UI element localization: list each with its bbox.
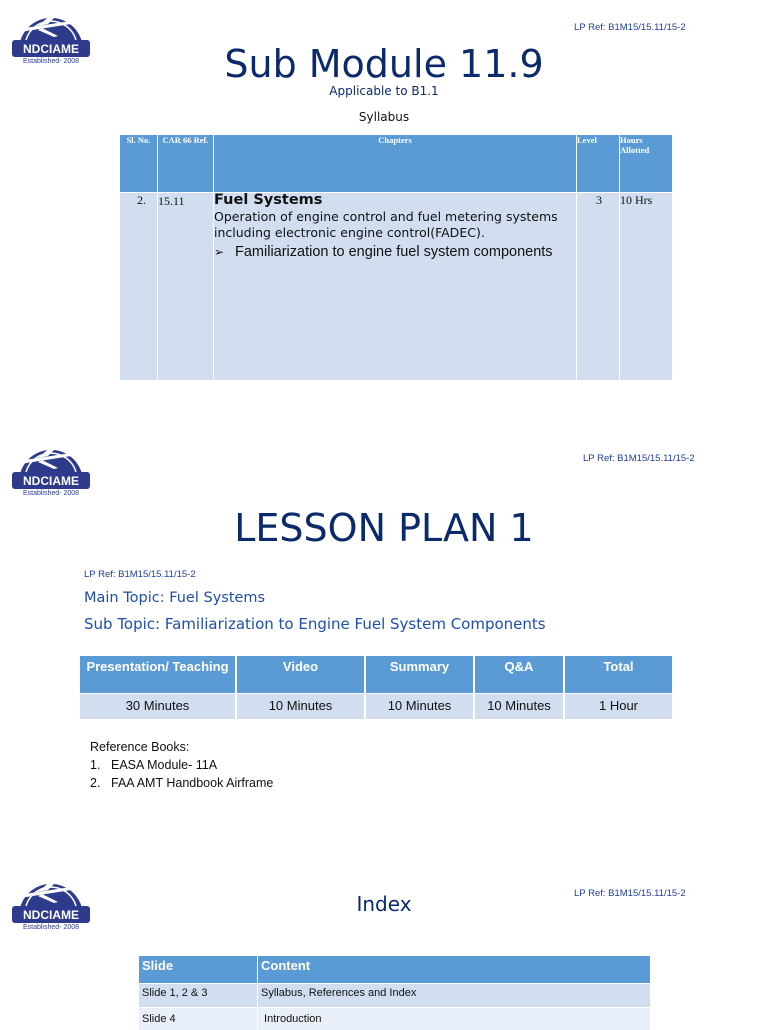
chapter-bullet xyxy=(214,243,574,261)
syllabus-table xyxy=(120,135,672,380)
header-chapters: Chapters xyxy=(378,135,412,145)
airplane-emblem-icon xyxy=(8,434,94,490)
logo-established: Established- 2008 xyxy=(22,490,80,497)
page-title: Sub Module 11.9 xyxy=(224,42,544,86)
logo-established: Established- 2008 xyxy=(22,924,80,931)
header-car-ref: CAR 66 Ref. xyxy=(162,135,209,145)
header-summary: Summary xyxy=(366,656,473,693)
reference-number: 2. xyxy=(90,776,101,790)
arrow-bullet-icon: ➢ xyxy=(214,245,225,259)
syllabus-label: Syllabus xyxy=(358,110,410,124)
cell-content: Introduction xyxy=(258,1008,650,1030)
lesson-table-header xyxy=(80,656,672,693)
cell-level: 3 xyxy=(596,193,602,207)
logo-text: NDCIAME xyxy=(23,908,79,922)
header-total: Total xyxy=(565,656,672,693)
header-level: Level xyxy=(577,135,597,145)
header-hours: Hours Allotted xyxy=(620,135,650,155)
cell-sl-no: 2. xyxy=(137,193,146,207)
main-topic: Main Topic: Fuel Systems xyxy=(84,590,266,606)
lp-ref: LP Ref: B1M15/15.11/15-2 xyxy=(574,22,686,33)
ndciame-logo xyxy=(8,434,94,504)
bullet-text: Familiarization to engine fuel system components xyxy=(235,244,553,260)
reference-item xyxy=(90,774,273,792)
slide-lesson-plan xyxy=(0,432,768,832)
cell-slide: Slide 4 xyxy=(139,1008,257,1030)
header-content: Content xyxy=(258,956,650,983)
header-presentation: Presentation/ Teaching xyxy=(80,656,235,693)
lp-ref-body: LP Ref: B1M15/15.11/15-2 xyxy=(84,569,196,580)
cell-video: 10 Minutes xyxy=(237,694,364,719)
logo-established: Established- 2008 xyxy=(22,58,80,65)
slide-index xyxy=(0,864,768,1024)
cell-summary: 10 Minutes xyxy=(366,694,473,719)
header-sl-no: Sl. No. xyxy=(126,135,151,145)
header-qa: Q&A xyxy=(475,656,563,693)
cell-chapter xyxy=(214,192,574,261)
page-title: Index xyxy=(356,892,412,916)
chapter-title: Fuel Systems xyxy=(214,192,323,208)
reference-item xyxy=(90,756,273,774)
lp-ref: LP Ref: B1M15/15.11/15-2 xyxy=(583,453,695,464)
logo-text: NDCIAME xyxy=(23,474,79,488)
reference-text: EASA Module- 11A xyxy=(111,758,218,772)
page-title: LESSON PLAN 1 xyxy=(234,506,534,550)
cell-car-ref: 15.11 xyxy=(158,194,185,208)
reference-title: Reference Books: xyxy=(90,740,190,754)
sub-topic: Sub Topic: Familiarization to Engine Fuel System Components xyxy=(84,615,546,633)
chapter-description: Operation of engine control and fuel metering systems including electronic engine control(FADEC). xyxy=(214,209,558,240)
lesson-table-row xyxy=(80,694,672,719)
cell-total: 1 Hour xyxy=(565,694,672,719)
reference-text: FAA AMT Handbook Airframe xyxy=(111,776,274,790)
header-slide: Slide xyxy=(139,956,257,983)
cell-qa: 10 Minutes xyxy=(475,694,563,719)
cell-hours: 10 Hrs xyxy=(620,193,653,207)
applicable-label: Applicable to B1.1 xyxy=(329,84,439,98)
reference-books xyxy=(90,738,273,792)
logo-text: NDCIAME xyxy=(23,42,79,56)
cell-content: Syllabus, References and Index xyxy=(258,984,650,1007)
cell-presentation: 30 Minutes xyxy=(80,694,235,719)
reference-number: 1. xyxy=(90,758,101,772)
slide-syllabus xyxy=(0,0,768,400)
header-video: Video xyxy=(237,656,364,693)
cell-slide: Slide 1, 2 & 3 xyxy=(139,984,257,1007)
lp-ref: LP Ref: B1M15/15.11/15-2 xyxy=(574,888,686,899)
